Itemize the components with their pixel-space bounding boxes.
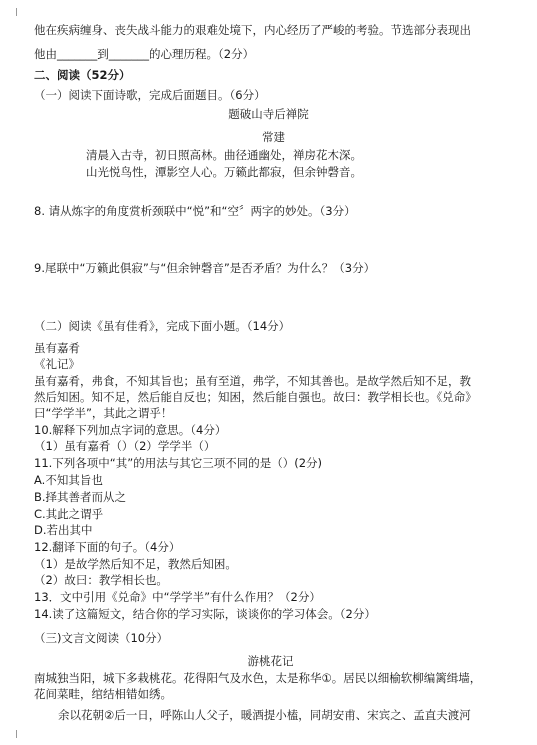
question-12-item-1: （1）是故学然后知不足，教然后知困。 <box>34 557 237 571</box>
essay-title: 游桃花记 <box>247 654 294 668</box>
bottom-left-corner-mark <box>16 730 25 738</box>
option-d: D.若出其中 <box>34 523 93 537</box>
question-10-items: （1）虽有嘉肴（）（2）学学半（） <box>34 439 216 453</box>
option-a: A.不知其旨也 <box>34 473 103 487</box>
essay-text-3: 余以花朝②后一日，呼陈山人父子，暖酒提小榼，同胡安甫、宋宾之、孟直夫渡河 <box>58 708 471 722</box>
question-14: 14.读了这篇短文，结合你的学习实际，谈谈你的学习体会。（2分） <box>34 607 376 621</box>
passage-text-1: 虽有嘉肴，弗食，不知其旨也；虽有至道，弗学，不知其善也。是故学然后知不足，教 <box>34 374 471 388</box>
part2-heading: （二）阅读《虽有佳肴》，完成下面小题。（14分） <box>34 319 291 333</box>
essay-text-2: 花间菜畦，绾结相错如绣。 <box>34 687 172 701</box>
question-8: 8. 请从炼字的角度赏析颈联中“悦”和“空〞两字的妙处。（3分） <box>34 204 356 218</box>
passage-title: 虽有嘉肴 <box>34 341 80 355</box>
question-13: 13．文中引用《兑命》中“学学半”有什么作用？（2分） <box>34 590 321 604</box>
poem-line-1: 清晨入古寺，初日照高林。曲径通幽处，禅房花木深。 <box>86 148 362 162</box>
poem-author: 常建 <box>262 130 285 144</box>
intro-line-2: 他由_______到_______的心理历程。（2分） <box>34 47 255 61</box>
part3-heading: （三)文言文阅读（10分） <box>34 631 169 645</box>
poem-line-2: 山光悦鸟性，潭影空人心。万籁此都寂，但余钟磬音。 <box>86 165 362 179</box>
question-12-item-2: （2）故曰：教学相长也。 <box>34 573 168 587</box>
top-left-corner-mark <box>16 8 25 16</box>
passage-text-2: 然后知困。知不足，然后能自反也；知困，然后能自强也。故曰：教学相长也。《兑命》 <box>34 390 477 404</box>
question-9: 9.尾联中“万籁此俱寂”与“但余钟磬音”是否矛盾？为什么？（3分） <box>34 261 376 275</box>
option-c: C.其此之谓乎 <box>34 507 104 521</box>
essay-text-1: 南城独当阳，城下多栽桃花。花得阳气及水色，太是称华①。居民以细榆软柳编篱缉墙， <box>34 671 482 685</box>
poem-title: 题破山寺后禅院 <box>228 107 309 121</box>
section-header: 二、阅读（52分） <box>34 68 131 82</box>
option-b: B.择其善者而从之 <box>34 490 127 504</box>
passage-source: 《礼记》 <box>34 357 80 371</box>
intro-line-1: 他在疾病缠身、丧失战斗能力的艰难处境下，内心经历了严峻的考验。节选部分表现出 <box>34 23 471 37</box>
passage-text-3: 曰“学学半”，其此之谓乎！ <box>34 406 173 420</box>
question-12: 12.翻译下面的句子。（4分） <box>34 540 181 554</box>
question-10: 10.解释下列加点字词的意思。（4分） <box>34 423 227 437</box>
part1-heading: （一）阅读下面诗歌，完成后面题目。（6分） <box>34 88 266 102</box>
question-11: 11.下列各项中“其”的用法与其它三项不同的是（）(2分) <box>34 456 322 470</box>
